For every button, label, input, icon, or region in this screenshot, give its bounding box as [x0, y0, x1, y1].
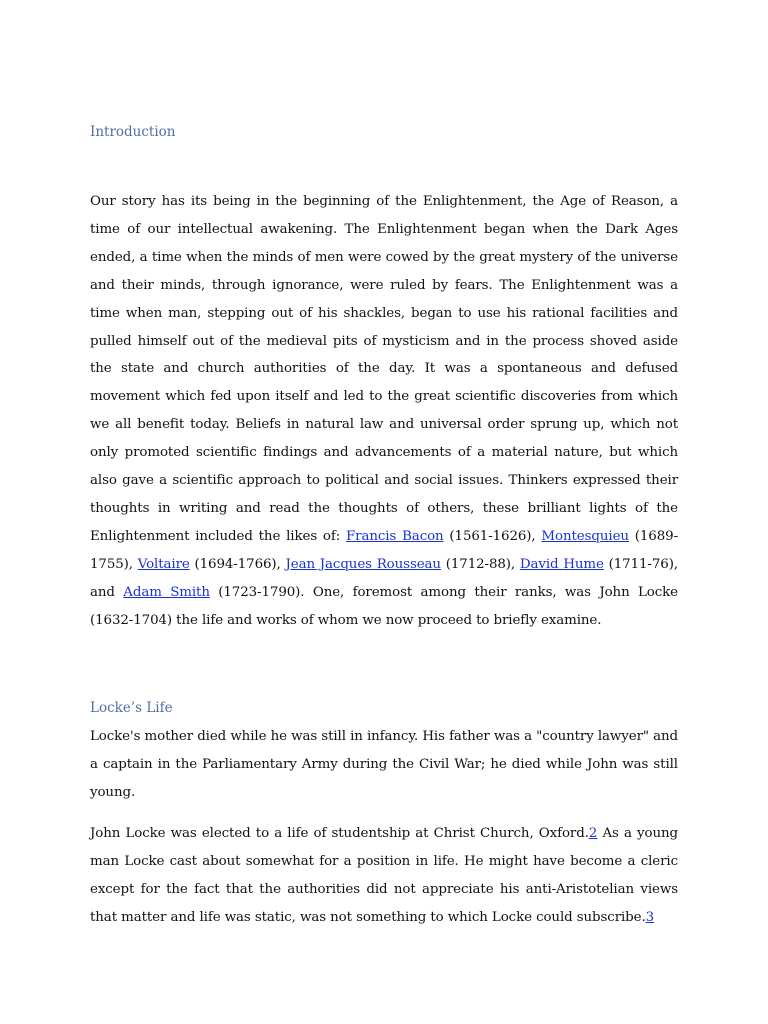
link-david-hume[interactable]: David Hume — [519, 556, 604, 572]
link-adam-smith[interactable]: Adam Smith — [123, 584, 210, 600]
link-jean-jacques-rousseau[interactable]: Jean Jacques Rousseau — [285, 556, 441, 572]
life-text-b: As a young man Locke cast about somewhat for a position in life. He might have become a cleric except for the fact that the authorities did not appreciate his anti-Aristotelian views that matter and life was static, was not something to which Locke could subscribe. — [90, 826, 678, 925]
footnote-link-3[interactable]: 3 — [645, 909, 655, 925]
introduction-heading: Introduction — [90, 124, 176, 140]
link-voltaire[interactable]: Voltaire — [137, 556, 190, 572]
lockes-life-heading: Locke’s Life — [90, 700, 173, 716]
link-francis-bacon[interactable]: Francis Bacon — [345, 528, 444, 544]
introduction-paragraph — [90, 188, 678, 635]
intro-text-hume-dates: (1711-76), and — [90, 556, 678, 600]
footnote-link-2[interactable]: 2 — [588, 826, 598, 841]
intro-text-closing: (1723-1790). One, foremost among their ranks, was John Locke (1632-1704) the life and works of whom we now proceed to briefly examine. — [90, 584, 678, 628]
intro-text-montesquieu-dates: (1689-1755), — [90, 528, 678, 572]
intro-text: Our story has its being in the beginning of the Enlightenment, the Age of Reason, a time of our intellectual awakening. The Enlightenment began when the Dark Ages ended, a time when the minds of men were cowed by the great mystery of the universe and their minds, through ignorance, were ruled by fears. The Enlightenment was a time when man, stepping out of his shackles, began to use his rational facilities and pulled himself out of the medieval pits of mysticism and in the process shoved aside the state and church authorities of the day. It was a spontaneous and defused movement which fed upon itself and led to the great scientific discoveries from which we all benefit today. Beliefs in natural law and universal order sprung up, which not only promoted scientific findings and advancements of a material nature, but which also gave a scientific approach to political and social issues. Thinkers expressed their thoughts in writing and read the thoughts of others, these brilliant lights of the Enlightenment included the likes of: — [90, 194, 678, 544]
link-montesquieu[interactable]: Montesquieu — [541, 528, 629, 544]
intro-text-rousseau-dates: (1712-88), — [440, 556, 520, 572]
life-text-a: John Locke was elected to a life of studentship at Christ Church, Oxford. — [90, 826, 589, 841]
lockes-life-paragraph-2 — [90, 820, 678, 932]
intro-text-voltaire-dates: (1694-1766), — [189, 556, 286, 572]
lockes-life-paragraph-1: Locke's mother died while he was still in infancy. His father was a "country lawyer" and a captain in the Parliamentary Army during the Civil War; he died while John was still young. — [90, 729, 678, 800]
intro-text-bacon-dates: (1561-1626), — [443, 528, 542, 544]
